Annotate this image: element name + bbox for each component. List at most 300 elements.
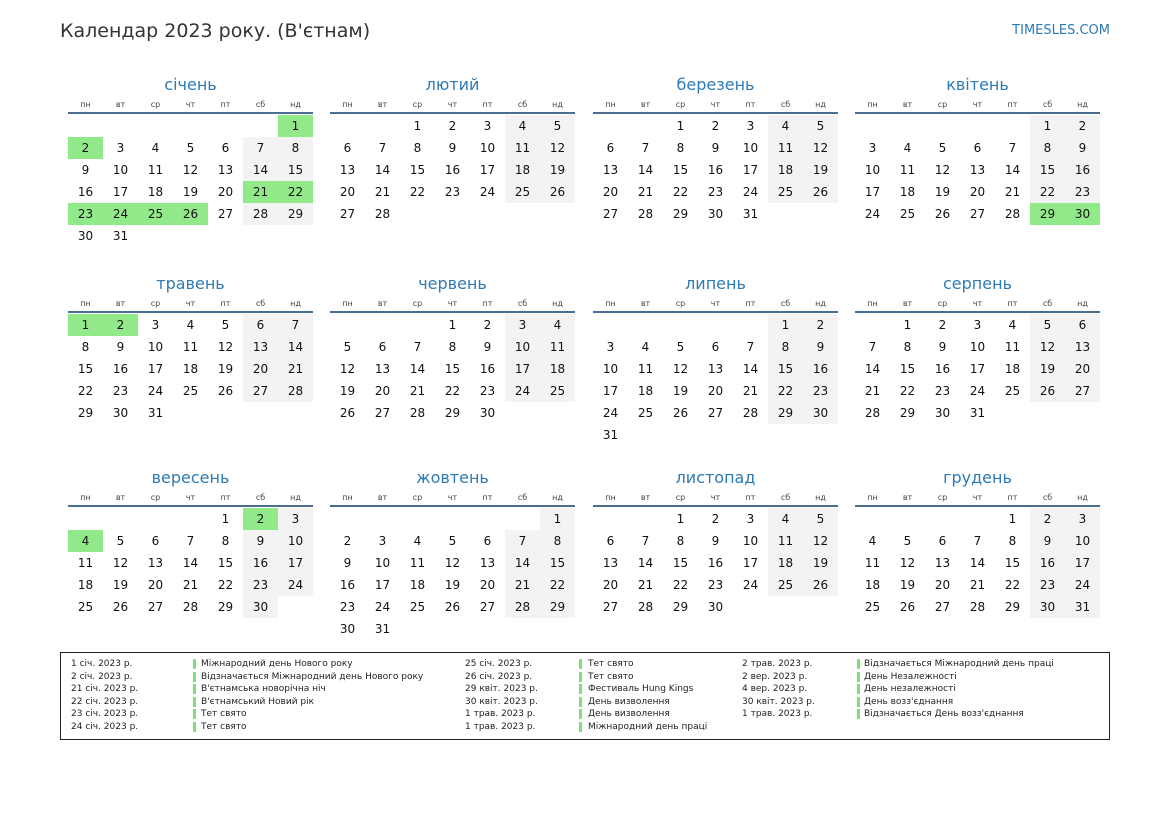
weekday-label: пт xyxy=(220,299,231,308)
day-cell: 28 xyxy=(374,207,391,221)
day-cell: 28 xyxy=(182,600,199,614)
day-cell: 30 xyxy=(112,406,129,420)
weekday-label: пн xyxy=(342,100,353,109)
day-cell: 13 xyxy=(339,163,356,177)
weekday-label: нд xyxy=(290,100,301,109)
day-cell: 4 xyxy=(868,534,877,548)
day-cell: 30 xyxy=(479,406,496,420)
day-cell: 24 xyxy=(969,384,986,398)
day-cell: 22 xyxy=(768,380,803,402)
legend-row xyxy=(71,721,451,734)
weekday-label: пт xyxy=(745,100,756,109)
day-cell: 15 xyxy=(1004,556,1021,570)
day-cell: 26 xyxy=(444,600,461,614)
day-cell: 29 xyxy=(540,596,575,618)
weekday-header xyxy=(855,98,1100,114)
weekday-label: пт xyxy=(482,493,493,502)
day-cell: 11 xyxy=(768,530,803,552)
day-cell: 26 xyxy=(803,181,838,203)
legend-row xyxy=(71,683,451,696)
holiday-day-cell: 1 xyxy=(278,115,313,137)
day-cell: 31 xyxy=(147,406,164,420)
day-cell: 8 xyxy=(81,340,90,354)
empty-cell xyxy=(330,115,365,137)
day-cell: 7 xyxy=(746,340,755,354)
empty-cell xyxy=(593,314,628,336)
day-cell: 25 xyxy=(77,600,94,614)
day-cell: 9 xyxy=(243,530,278,552)
holiday-date: 2 трав. 2023 р. xyxy=(742,659,813,669)
day-cell: 25 xyxy=(1004,384,1021,398)
weekday-label: сб xyxy=(517,100,528,109)
day-cell: 7 xyxy=(505,530,540,552)
day-cell: 3 xyxy=(973,318,982,332)
weekday-label: вт xyxy=(902,100,913,109)
legend-row xyxy=(465,721,845,734)
day-cell: 10 xyxy=(147,340,164,354)
day-cell: 1 xyxy=(676,512,685,526)
weekday-label: чт xyxy=(710,493,721,502)
day-grid xyxy=(855,508,1100,618)
day-cell: 3 xyxy=(483,119,492,133)
day-cell: 18 xyxy=(505,159,540,181)
day-cell: 15 xyxy=(1030,159,1065,181)
day-cell: 12 xyxy=(1030,336,1065,358)
legend-row xyxy=(71,708,451,721)
day-cell: 3 xyxy=(606,340,615,354)
month-name: березень xyxy=(676,75,755,94)
holiday-day-cell: 23 xyxy=(68,203,103,225)
day-cell: 6 xyxy=(606,141,615,155)
holiday-day-cell: 2 xyxy=(243,508,278,530)
day-cell: 1 xyxy=(903,318,912,332)
empty-cell xyxy=(173,115,208,137)
day-cell: 22 xyxy=(1004,578,1021,592)
day-cell: 9 xyxy=(1030,530,1065,552)
day-cell: 24 xyxy=(864,207,881,221)
weekday-header xyxy=(330,297,575,313)
day-cell: 17 xyxy=(742,556,759,570)
day-cell: 1 xyxy=(413,119,422,133)
weekday-label: чт xyxy=(447,100,458,109)
day-cell: 7 xyxy=(186,534,195,548)
day-cell: 21 xyxy=(637,578,654,592)
holiday-marker xyxy=(579,697,582,707)
day-cell: 14 xyxy=(864,362,881,376)
day-cell: 14 xyxy=(409,362,426,376)
weekday-label: пт xyxy=(1007,100,1018,109)
day-cell: 24 xyxy=(742,578,759,592)
legend-column xyxy=(71,658,451,734)
day-cell: 3 xyxy=(505,314,540,336)
day-cell: 19 xyxy=(540,159,575,181)
day-cell: 18 xyxy=(182,362,199,376)
weekday-label: сб xyxy=(1042,493,1053,502)
month-name: серпень xyxy=(943,274,1012,293)
day-cell: 16 xyxy=(1065,159,1100,181)
empty-cell xyxy=(365,115,400,137)
day-cell: 31 xyxy=(742,207,759,221)
day-cell: 9 xyxy=(448,141,457,155)
day-cell: 4 xyxy=(186,318,195,332)
day-cell: 30 xyxy=(707,600,724,614)
empty-cell xyxy=(68,508,103,530)
day-cell: 18 xyxy=(409,578,426,592)
day-cell: 17 xyxy=(505,358,540,380)
day-cell: 12 xyxy=(899,556,916,570)
day-cell: 15 xyxy=(899,362,916,376)
day-cell: 16 xyxy=(1030,552,1065,574)
day-cell: 21 xyxy=(374,185,391,199)
day-cell: 5 xyxy=(221,318,230,332)
day-cell: 8 xyxy=(1008,534,1017,548)
weekday-label: ср xyxy=(675,100,686,109)
weekday-label: нд xyxy=(815,299,826,308)
month-6 xyxy=(330,272,575,424)
day-cell: 14 xyxy=(505,552,540,574)
weekday-label: пн xyxy=(867,299,878,308)
day-cell: 15 xyxy=(672,556,689,570)
day-cell: 8 xyxy=(278,137,313,159)
day-cell: 25 xyxy=(409,600,426,614)
day-cell: 5 xyxy=(186,141,195,155)
day-cell: 13 xyxy=(602,556,619,570)
day-cell: 21 xyxy=(637,185,654,199)
day-cell: 15 xyxy=(444,362,461,376)
empty-cell xyxy=(103,508,138,530)
weekday-label: ср xyxy=(937,493,948,502)
day-cell: 31 xyxy=(374,622,391,636)
holiday-date: 30 квіт. 2023 р. xyxy=(465,696,538,707)
day-cell: 13 xyxy=(217,163,234,177)
day-cell: 26 xyxy=(339,406,356,420)
day-cell: 10 xyxy=(742,534,759,548)
holiday-name: Відзначається День возз'єднання xyxy=(864,709,1024,720)
day-cell: 25 xyxy=(540,380,575,402)
holiday-date: 2 січ. 2023 р. xyxy=(71,671,133,682)
day-cell: 20 xyxy=(147,578,164,592)
holiday-marker xyxy=(579,722,582,732)
weekday-label: нд xyxy=(290,493,301,502)
holiday-date: 4 вер. 2023 р. xyxy=(742,684,808,695)
legend-row xyxy=(71,671,451,684)
day-cell: 13 xyxy=(243,336,278,358)
empty-cell xyxy=(855,314,890,336)
empty-cell xyxy=(628,314,663,336)
holiday-name: Відзначається Міжнародний день Нового року xyxy=(201,671,424,682)
day-cell: 7 xyxy=(278,314,313,336)
day-cell: 16 xyxy=(444,163,461,177)
day-cell: 7 xyxy=(1008,141,1017,155)
day-grid xyxy=(68,508,313,618)
day-cell: 8 xyxy=(903,340,912,354)
holiday-name: Міжнародний день праці xyxy=(588,721,708,732)
day-cell: 26 xyxy=(217,384,234,398)
day-cell: 21 xyxy=(864,384,881,398)
weekday-label: пн xyxy=(867,100,878,109)
day-cell: 11 xyxy=(77,556,94,570)
empty-cell xyxy=(995,115,1030,137)
month-name: лютий xyxy=(425,75,480,94)
day-cell: 12 xyxy=(672,362,689,376)
day-cell: 2 xyxy=(483,318,492,332)
day-cell: 27 xyxy=(147,600,164,614)
day-cell: 21 xyxy=(1004,185,1021,199)
weekday-label: ср xyxy=(937,299,948,308)
month-12 xyxy=(855,466,1100,618)
holiday-marker xyxy=(579,659,582,669)
weekday-label: нд xyxy=(815,493,826,502)
day-cell: 7 xyxy=(243,137,278,159)
day-grid xyxy=(330,115,575,225)
day-cell: 2 xyxy=(711,512,720,526)
day-cell: 23 xyxy=(444,185,461,199)
day-grid xyxy=(330,508,575,640)
day-cell: 26 xyxy=(934,207,951,221)
day-cell: 15 xyxy=(672,163,689,177)
day-cell: 16 xyxy=(339,578,356,592)
holiday-day-cell: 2 xyxy=(68,137,103,159)
weekday-label: чт xyxy=(972,493,983,502)
weekday-label: сб xyxy=(517,299,528,308)
day-cell: 15 xyxy=(278,159,313,181)
holiday-name: Тет свято xyxy=(588,671,634,682)
holiday-date: 1 трав. 2023 р. xyxy=(742,709,813,720)
day-cell: 6 xyxy=(1065,314,1100,336)
day-cell: 1 xyxy=(448,318,457,332)
day-cell: 6 xyxy=(606,534,615,548)
day-cell: 10 xyxy=(505,336,540,358)
day-cell: 30 xyxy=(77,229,94,243)
month-10 xyxy=(330,466,575,640)
day-cell: 26 xyxy=(803,574,838,596)
day-cell: 5 xyxy=(938,141,947,155)
day-cell: 28 xyxy=(278,380,313,402)
day-cell: 1 xyxy=(540,508,575,530)
day-cell: 14 xyxy=(182,556,199,570)
day-cell: 20 xyxy=(1065,358,1100,380)
day-cell: 4 xyxy=(768,508,803,530)
month-name: квітень xyxy=(946,75,1009,94)
day-cell: 1 xyxy=(676,119,685,133)
day-cell: 27 xyxy=(339,207,356,221)
day-cell: 6 xyxy=(378,340,387,354)
day-cell: 22 xyxy=(672,578,689,592)
day-cell: 26 xyxy=(672,406,689,420)
day-cell: 11 xyxy=(409,556,426,570)
day-cell: 27 xyxy=(217,207,234,221)
day-grid xyxy=(68,115,313,247)
weekday-label: вт xyxy=(377,100,388,109)
day-cell: 12 xyxy=(803,530,838,552)
weekday-label: пн xyxy=(342,299,353,308)
site-link[interactable]: TIMESLES.COM xyxy=(1012,23,1110,38)
day-cell: 9 xyxy=(483,340,492,354)
legend-row xyxy=(71,696,451,709)
day-cell: 3 xyxy=(278,508,313,530)
holiday-day-cell: 21 xyxy=(243,181,278,203)
legend-row xyxy=(742,658,1122,671)
day-cell: 6 xyxy=(151,534,160,548)
day-cell: 5 xyxy=(540,115,575,137)
day-cell: 10 xyxy=(864,163,881,177)
day-cell: 24 xyxy=(147,384,164,398)
day-cell: 24 xyxy=(602,406,619,420)
weekday-label: нд xyxy=(1077,493,1088,502)
weekday-label: чт xyxy=(185,100,196,109)
holiday-name: Тет свято xyxy=(201,709,247,720)
day-cell: 4 xyxy=(903,141,912,155)
weekday-label: вт xyxy=(115,299,126,308)
day-cell: 9 xyxy=(81,163,90,177)
holiday-day-cell: 22 xyxy=(278,181,313,203)
day-cell: 5 xyxy=(803,508,838,530)
month-4 xyxy=(855,73,1100,225)
holiday-date: 21 січ. 2023 р. xyxy=(71,684,139,695)
day-cell: 17 xyxy=(602,384,619,398)
day-cell: 9 xyxy=(711,141,720,155)
holiday-day-cell: 29 xyxy=(1030,203,1065,225)
day-cell: 2 xyxy=(803,314,838,336)
empty-cell xyxy=(138,508,173,530)
weekday-label: сб xyxy=(255,100,266,109)
day-cell: 4 xyxy=(641,340,650,354)
empty-cell xyxy=(400,508,435,530)
month-2 xyxy=(330,73,575,225)
day-cell: 25 xyxy=(768,574,803,596)
weekday-label: пн xyxy=(605,299,616,308)
day-cell: 11 xyxy=(147,163,164,177)
day-grid xyxy=(855,115,1100,225)
day-cell: 18 xyxy=(768,552,803,574)
holiday-marker xyxy=(193,672,196,682)
weekday-label: чт xyxy=(185,299,196,308)
month-3 xyxy=(593,73,838,225)
day-cell: 3 xyxy=(151,318,160,332)
weekday-label: пн xyxy=(342,493,353,502)
day-cell: 6 xyxy=(343,141,352,155)
day-cell: 23 xyxy=(707,578,724,592)
holiday-date: 25 січ. 2023 р. xyxy=(465,659,533,669)
day-cell: 27 xyxy=(934,600,951,614)
day-cell: 14 xyxy=(969,556,986,570)
day-cell: 28 xyxy=(864,406,881,420)
day-cell: 29 xyxy=(444,406,461,420)
day-cell: 18 xyxy=(1004,362,1021,376)
weekday-label: ср xyxy=(150,299,161,308)
day-cell: 3 xyxy=(746,512,755,526)
day-cell: 13 xyxy=(934,556,951,570)
empty-cell xyxy=(470,508,505,530)
holiday-marker xyxy=(579,672,582,682)
day-cell: 16 xyxy=(803,358,838,380)
day-cell: 8 xyxy=(413,141,422,155)
day-cell: 19 xyxy=(672,384,689,398)
day-cell: 24 xyxy=(505,380,540,402)
day-cell: 20 xyxy=(243,358,278,380)
day-cell: 20 xyxy=(602,185,619,199)
day-cell: 18 xyxy=(77,578,94,592)
weekday-header xyxy=(855,297,1100,313)
day-cell: 26 xyxy=(540,181,575,203)
day-cell: 4 xyxy=(413,534,422,548)
weekday-header xyxy=(68,491,313,507)
day-cell: 5 xyxy=(676,340,685,354)
day-cell: 3 xyxy=(746,119,755,133)
day-cell: 6 xyxy=(221,141,230,155)
day-cell: 3 xyxy=(116,141,125,155)
weekday-label: чт xyxy=(447,493,458,502)
day-cell: 26 xyxy=(1030,380,1065,402)
holiday-day-cell: 4 xyxy=(68,530,103,552)
day-cell: 19 xyxy=(803,552,838,574)
day-cell: 20 xyxy=(707,384,724,398)
day-cell: 29 xyxy=(1004,600,1021,614)
day-cell: 20 xyxy=(374,384,391,398)
weekday-label: ср xyxy=(412,493,423,502)
holiday-marker xyxy=(857,672,860,682)
day-cell: 11 xyxy=(182,340,199,354)
day-cell: 19 xyxy=(112,578,129,592)
holiday-marker xyxy=(193,709,196,719)
weekday-label: пн xyxy=(80,100,91,109)
day-cell: 25 xyxy=(899,207,916,221)
empty-cell xyxy=(733,314,768,336)
weekday-label: нд xyxy=(552,100,563,109)
weekday-label: вт xyxy=(115,493,126,502)
empty-cell xyxy=(505,508,540,530)
holiday-marker xyxy=(193,722,196,732)
empty-cell xyxy=(855,115,890,137)
holiday-date: 1 трав. 2023 р. xyxy=(465,709,536,720)
day-grid xyxy=(68,314,313,424)
day-grid xyxy=(855,314,1100,424)
holiday-date: 1 трав. 2023 р. xyxy=(465,721,536,732)
day-cell: 16 xyxy=(243,552,278,574)
empty-cell xyxy=(173,508,208,530)
day-cell: 2 xyxy=(1065,115,1100,137)
day-cell: 17 xyxy=(969,362,986,376)
legend-row xyxy=(742,708,1122,721)
day-cell: 28 xyxy=(243,203,278,225)
day-cell: 27 xyxy=(707,406,724,420)
weekday-label: чт xyxy=(710,299,721,308)
day-cell: 14 xyxy=(243,159,278,181)
holiday-name: Міжнародний день Нового року xyxy=(201,659,353,669)
weekday-label: пн xyxy=(80,299,91,308)
weekday-label: нд xyxy=(815,100,826,109)
day-cell: 18 xyxy=(899,185,916,199)
holiday-name: Фестиваль Hung Kings xyxy=(588,684,694,695)
day-cell: 7 xyxy=(641,141,650,155)
month-5 xyxy=(68,272,313,424)
weekday-label: пт xyxy=(220,493,231,502)
day-cell: 5 xyxy=(903,534,912,548)
day-cell: 7 xyxy=(413,340,422,354)
day-cell: 15 xyxy=(217,556,234,570)
day-cell: 11 xyxy=(637,362,654,376)
day-cell: 22 xyxy=(217,578,234,592)
day-cell: 14 xyxy=(637,163,654,177)
day-cell: 23 xyxy=(1065,181,1100,203)
legend-row xyxy=(71,658,451,671)
day-cell: 21 xyxy=(742,384,759,398)
day-cell: 25 xyxy=(505,181,540,203)
day-cell: 28 xyxy=(969,600,986,614)
day-cell: 17 xyxy=(147,362,164,376)
day-cell: 16 xyxy=(479,362,496,376)
day-cell: 29 xyxy=(672,600,689,614)
